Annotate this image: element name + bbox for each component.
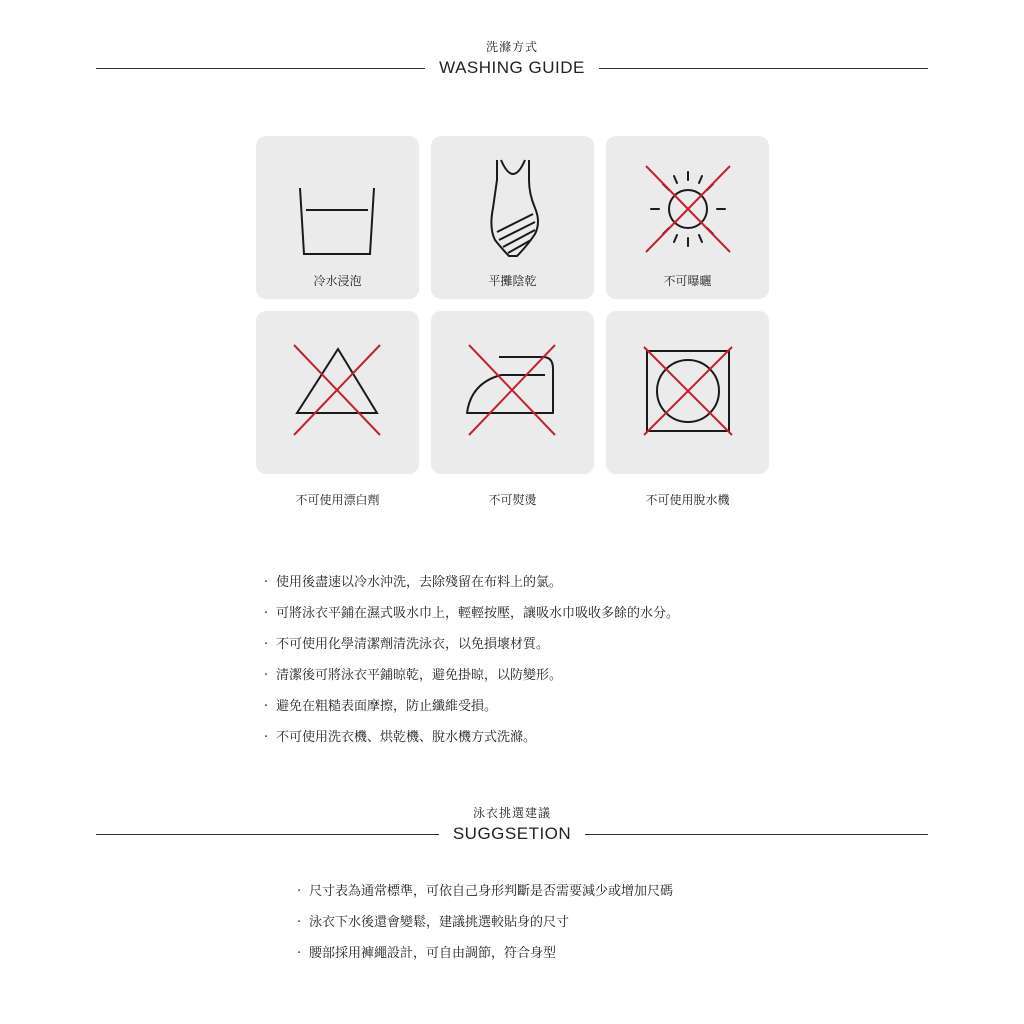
washing-guide-header bbox=[0, 38, 1024, 88]
care-label-no-tumble-dry: 不可使用脫水機 bbox=[645, 493, 730, 507]
header-divider-right bbox=[585, 834, 928, 835]
suggestion-notes-list bbox=[297, 881, 673, 974]
care-tile-no-iron bbox=[431, 311, 594, 474]
care-label-no-sun: 不可曝曬 bbox=[663, 274, 712, 288]
swimsuit-flat-dry-icon bbox=[431, 136, 594, 266]
list-item: · 不可使用洗衣機、烘乾機、脫水機方式洗滌。 bbox=[264, 730, 537, 745]
washing-title-cn: 洗滌方式 bbox=[485, 40, 538, 54]
list-item: · 泳衣下水後還會變鬆，建議挑選較貼身的尺寸 bbox=[297, 915, 570, 930]
list-item: · 尺寸表為通常標準，可依自己身形判斷是否需要減少或增加尺碼 bbox=[297, 884, 674, 899]
washing-title-en: WASHING GUIDE bbox=[439, 58, 585, 77]
care-tile-no-sun bbox=[606, 136, 769, 299]
care-label-no-bleach: 不可使用漂白劑 bbox=[295, 493, 380, 507]
care-label-no-iron: 不可熨燙 bbox=[488, 493, 537, 507]
suggestion-title-en: SUGGSETION bbox=[452, 824, 572, 843]
header-divider-left bbox=[96, 834, 439, 835]
care-tile-cold-soak bbox=[256, 136, 419, 299]
basin-icon bbox=[256, 136, 419, 266]
care-tile-no-tumble-dry bbox=[606, 311, 769, 474]
suggestion-title-cn: 泳衣挑選建議 bbox=[472, 806, 551, 820]
list-item: · 避免在粗糙表面摩擦，防止纖維受損。 bbox=[264, 699, 498, 714]
list-item: · 清潔後可將泳衣平鋪晾乾，避免掛晾，以防變形。 bbox=[264, 668, 563, 683]
list-item: · 可將泳衣平鋪在濕式吸水巾上，輕輕按壓，讓吸水巾吸收多餘的水分。 bbox=[264, 606, 680, 621]
care-tile-flat-dry bbox=[431, 136, 594, 299]
suggestion-header bbox=[0, 804, 1024, 854]
care-tile-no-bleach bbox=[256, 311, 419, 474]
header-divider-right bbox=[599, 68, 928, 69]
no-sun-icon bbox=[606, 136, 769, 266]
list-item: · 使用後盡速以冷水沖洗，去除殘留在布料上的氯。 bbox=[264, 575, 563, 590]
no-bleach-icon bbox=[256, 311, 419, 474]
no-iron-icon bbox=[431, 311, 594, 474]
list-item: · 不可使用化學清潔劑清洗泳衣，以免損壞材質。 bbox=[264, 637, 550, 652]
list-item: · 腰部採用褲繩設計，可自由調節，符合身型 bbox=[297, 946, 557, 961]
header-divider-left bbox=[96, 68, 425, 69]
washing-notes-list bbox=[264, 572, 679, 758]
care-label-cold-soak: 冷水浸泡 bbox=[313, 274, 362, 288]
care-label-flat-dry: 平攤陰乾 bbox=[488, 274, 537, 288]
no-tumble-dry-icon bbox=[606, 311, 769, 474]
